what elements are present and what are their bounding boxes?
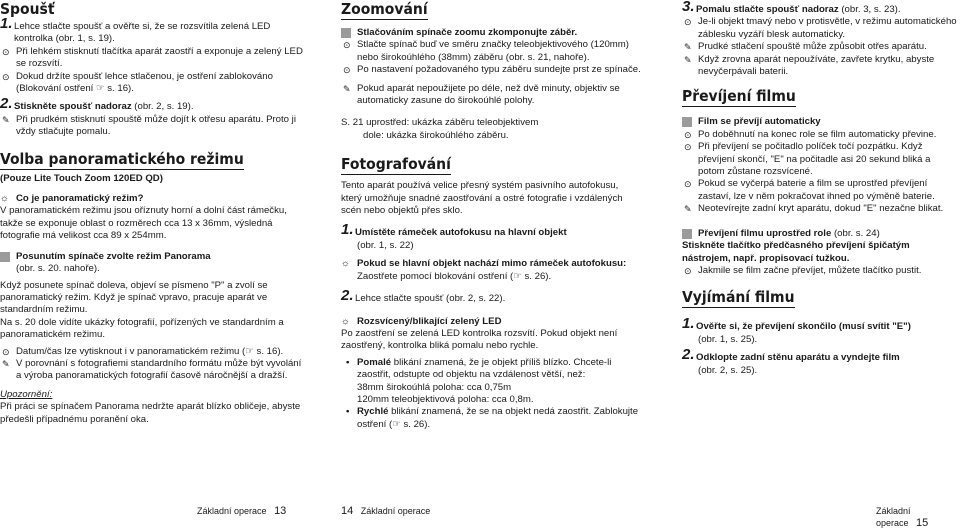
unload-step-1: 1. Ověřte si, že převíjení skončilo (musí svítit "E") [682,315,911,333]
unload-step-2: 2. Odklopte zadní stěnu aparátu a vyndejte film [682,346,900,364]
right-warning-1: ✎ Prudké stlačení spouště může způsobit otřes aparátu. [684,41,927,53]
heading-rewind: Převíjení filmu [682,87,796,106]
page-number-15: 15 [916,517,929,530]
step-2: 2. Stiskněte spoušť nadoraz (obr. 2, s. 19). [0,95,194,113]
rewind-bullet-3: ⊙ Pokud se vyčerpá baterie a film se uprostřed převíjení zastaví, lze v něm pokračovat ihned po výměně baterie. [684,178,935,202]
panorama-text: V panoramatickém režimu jsou oříznuty horní a dolní část rámečku, takže se exponuje oblast o rozměrech cca 13 x 36mm, výsledná fotografie má velikost cca 89 x 254mm. [0,205,287,242]
bullet-3: ⊙ Datum/čas lze vytisknout i v panoramatickém režimu (☞ s. 16). [2,345,284,357]
zoom-warning: ✎ Pokud aparát nepoužijete po déle, než dvě minuty, objektiv se automaticky zasune do širokoúhlé polohy. [343,82,620,107]
step-1: 1. Lehce stlačte spoušť a ověřte si, že se rozsvítila zelená LED kontrolka (obr. 1, s. 19). [0,15,271,45]
warning-pen-icon: ✎ [684,54,692,65]
heading-zoom: Zoomování [341,0,428,18]
rewind-mid-bullet: ⊙ Jakmile se film začne převíjet, můžete tlačítko pustit. [684,264,922,276]
circle-dot-icon: ⊙ [684,179,692,190]
blink-fast: • Rychlé blikání znamená, že se na objekt nedá zaostřit. Zablokujte ostření (☞ s. 26). [341,406,641,431]
right-warning-2: ✎ Když zrovna aparát nepoužíváte, zavřete krytku, abyste nevyčerpávali baterii. [684,53,935,78]
circle-dot-icon: ⊙ [2,346,10,357]
question-green-led: ☼ Rozsvícený/blikající zelený LED [341,315,502,327]
circle-dot-icon: ⊙ [684,17,692,28]
circle-dot-icon: ⊙ [2,71,10,82]
warning-pen-icon: ✎ [684,42,692,53]
green-led-text: Po zaostření se zelená LED kontrolka rozsvítí. Pokud objekt není zaostřený, kontrolka bliká pomalu nebo rychle. [341,327,618,352]
rewind-auto-head: Film se převíjí automaticky [682,116,958,128]
rewind-mid-text: Stiskněte tlačítko předčasného převíjení špičatým nástrojem, např. propisovací tužkou. [682,240,910,264]
rewind-bullet-1: ⊙ Po doběhnutí na konec role se film automaticky převine. [684,128,937,140]
foto-step-1-ref: (obr. 1, s. 22) [357,239,414,251]
heading-panorama: Volba panoramatického režimu [0,149,244,168]
zoom-bullet-2: ⊙ Po nastavení požadovaného typu záběru sundejte prst ze spínače. [343,64,641,76]
panorama-subtitle: (Pouze Lite Touch Zoom 120ED QD) [0,172,163,184]
zoom-example-2: dole: ukázka širokoúhlého záběru. [363,129,509,141]
heading-unload: Vyjímání filmu [682,288,795,307]
warning-1: ✎ Při prudkém stisknutí spouště může dojít k otřesu aparátu. Proto ji vždy stlačujte pomalu. [2,113,296,138]
circle-dot-icon: ⊙ [343,40,351,51]
right-column [682,0,958,377]
circle-dot-icon: ⊙ [343,65,351,76]
panorama-switch-head: Posunutím spínače zvolte režim Panorama [0,251,306,263]
page-number-13: 13 [274,505,287,517]
panorama-text-2: Když posunete spínač doleva, objeví se písmeno "P" a zvolí se panoramatický režim. Když je spínač vpravo, pracuje aparát ve standardním režimu. [0,279,268,316]
foto-text: Tento aparát používá velice přesný systém pasivního autofokusu, který umožňuje snadné zaostřování a ostré fotografie i vzdálených scén nebo objektů přes sklo. [341,180,623,217]
bullet-1: ⊙ Při lehkém stisknutí tlačítka aparát zaostří a exponuje a zelený LED se rozsvítí. [2,45,303,70]
step-3: 3. Pomalu stlačte spoušť nadoraz (obr. 3, s. 23). [682,0,901,15]
foto-step-1: 1. Umístěte rámeček autofokusu na hlavní objekt [341,221,567,239]
blink-slow-tele: 120mm teleobjektivová poloha: cca 0,8m. [357,393,534,405]
warning-pen-icon: ✎ [2,358,10,369]
warning-pen-icon: ✎ [684,204,692,215]
blink-slow-wide: 38mm širokoúhlá poloha: cca 0,75m [357,381,512,393]
zoom-example-1: S. 21 uprostřed: ukázka záběru teleobjektivem [341,117,539,129]
af-frame-text: Zaostřete pomocí blokování ostření (☞ s. 26). [357,270,552,282]
unload-step-1-ref: (obr. 1, s. 25). [698,333,758,345]
page-number-14: 14 [341,505,354,517]
bulb-icon: ☼ [341,315,350,327]
heading-fotografovani: Fotografování [341,155,451,174]
rewind-bullet-2: ⊙ Při převíjení se počitadlo políček točí pozpátku. Když převíjení skončí, "E" na počitadle asi 20 sekund bliká a potom zůstane rozsvícené. [684,141,931,178]
footer-right: Základní operace 15 [876,506,929,530]
footer-middle: 14 Základní operace [341,505,431,517]
panorama-switch-ref: (obr. s. 20. nahoře). [16,263,100,275]
heading-spoust: Spoušť [0,0,55,18]
zoom-head: Stlačováním spínače zoomu zkomponujte záběr. [341,27,641,39]
middle-column [341,0,641,431]
zoom-bullet-1: ⊙ Stlačte spínač buď ve směru značky teleobjektivového (120mm) nebo širokoúhlého (38mm) záběru (obr. s. 21, nahoře). [343,39,629,63]
unload-step-2-ref: (obr. 2, s. 25). [698,364,758,376]
warning-pen-icon: ✎ [343,83,351,94]
footer-left: Základní operace 13 [197,505,287,517]
right-bullet-1: ⊙ Je-li objekt tmavý nebo v protisvětle, v režimu automatického záblesku vyzáří blesk automaticky. [684,16,957,40]
note-label: Upozornění: [0,388,53,400]
bullet-2: ⊙ Dokud držíte spoušť lehce stlačenou, je ostření zablokováno (Blokování ostření ☞ s. 16). [2,70,273,95]
question-panorama: ☼ Co je panoramatický režim? [0,193,144,205]
left-column [0,0,306,426]
bulb-icon: ☼ [0,193,9,205]
warning-pen-icon: ✎ [2,114,10,125]
circle-dot-icon: ⊙ [684,129,692,140]
bulb-icon: ☼ [341,258,350,270]
note-text: Při práci se spínačem Panorama nedržte aparát blízko obličeje, abyste předešli případnému poranění oka. [0,401,301,425]
circle-dot-icon: ⊙ [2,46,10,57]
panorama-text-3: Na s. 20 dole vidíte ukázky fotografií, pořízených ve standardním a panoramatickém režimu. [0,316,284,341]
rewind-warning: ✎ Neotevírejte zadní kryt aparátu, dokud "E" nezačne blikat. [684,203,944,215]
circle-dot-icon: ⊙ [684,142,692,153]
rewind-mid-head: Převíjení filmu uprostřed role (obr. s. 24) [682,228,958,240]
circle-dot-icon: ⊙ [684,265,692,276]
blink-slow: • Pomalé blikání znamená, že je objekt příliš blízko. Chcete-li zaostřit, odstupte od objektu na vzdálenost větší, než: [341,357,641,382]
question-af-frame: ☼ Pokud se hlavní objekt nachází mimo rámeček autofokusu: [341,258,627,270]
foto-step-2: 2. Lehce stlačte spoušť (obr. 2, s. 22). [341,287,506,305]
warning-2: ✎ V porovnání s fotografiemi standardního formátu může být vyvolání a výroba panoramatických fotografií časově náročnější a dražší. [2,357,302,382]
